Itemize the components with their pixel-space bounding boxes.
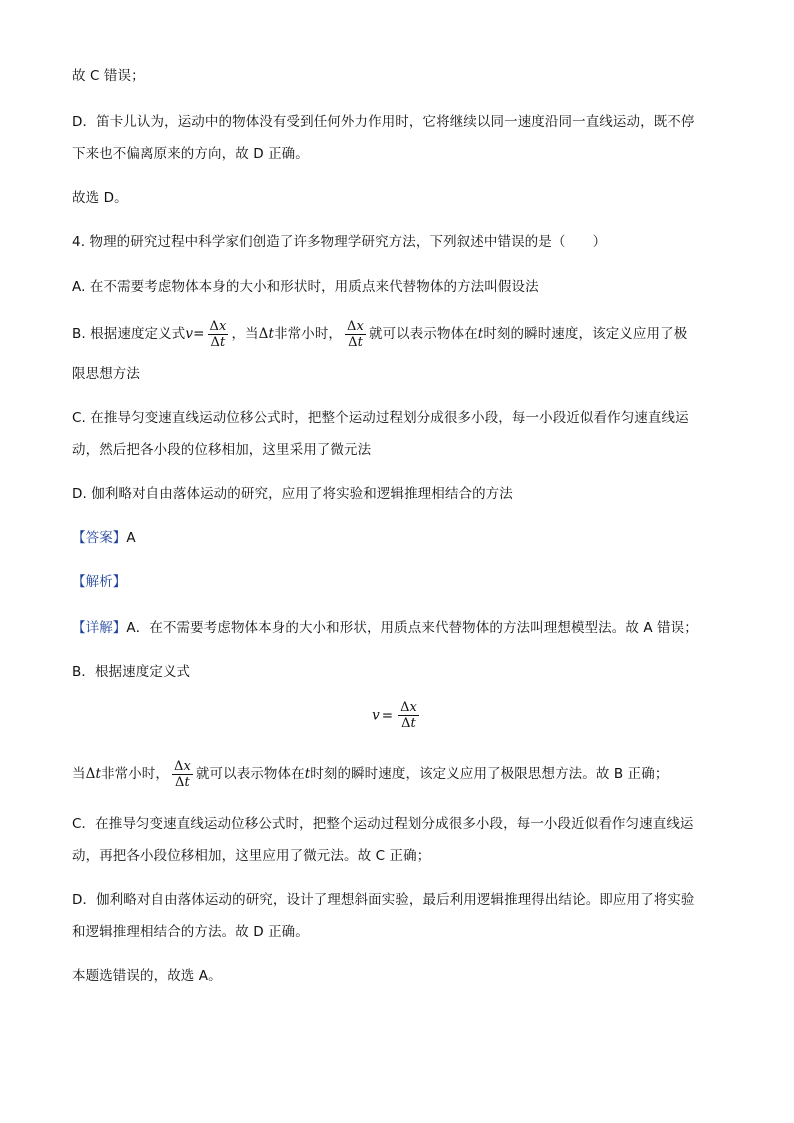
- frac-den: Δt: [210, 334, 226, 350]
- detail-c-1: C．在推导匀变速直线运动位移公式时，把整个运动过程划分成很多小段，每一小段近似看作匀速直线运: [72, 816, 694, 832]
- eq-fraction: [398, 700, 419, 731]
- detail-var-dt: Δt: [85, 766, 101, 782]
- option-b-text-3: 非常小时，: [274, 326, 343, 342]
- detail-b-2: [72, 757, 668, 791]
- detail-a: [72, 618, 698, 638]
- option-b-text-2: ，当: [231, 326, 259, 342]
- frac-num: Δx: [209, 318, 227, 334]
- detail-frac-num: Δx: [174, 758, 191, 774]
- var-t: t: [477, 326, 484, 342]
- option-c-1: C. 在推导匀变速直线运动位移公式时，把整个运动过程划分成很多小段，每一小段近似看作匀速直线运: [72, 410, 689, 426]
- prev-line-d-cont: 下来也不偏离原来的方向，故 D 正确。: [72, 146, 309, 162]
- option-b-cont: 限思想方法: [72, 366, 140, 382]
- equals-sign: =: [193, 326, 205, 342]
- detail-frac-den: Δt: [175, 774, 190, 790]
- fraction-dx-dt: [208, 319, 229, 350]
- detail-b2-text-2: 非常小时，: [101, 766, 169, 782]
- var-dt: Δt: [258, 326, 275, 342]
- answer-label: 【答案】: [72, 530, 127, 546]
- option-d: D. 伽利略对自由落体运动的研究，应用了将实验和逻辑推理相结合的方法: [72, 486, 513, 502]
- eq-frac-den: Δt: [401, 716, 416, 731]
- prev-line-d: D．笛卡儿认为，运动中的物体没有受到任何外力作用时，它将继续以同一速度沿同一直线运动，既不停: [72, 114, 695, 130]
- eq-var-v: v: [372, 707, 380, 724]
- eq-frac-num: Δx: [400, 700, 417, 715]
- frac-den-2: Δt: [348, 334, 363, 350]
- fraction-dx-dt-2: [345, 319, 366, 350]
- var-v: v: [185, 326, 194, 342]
- prev-line-choose-d: 故选 D。: [72, 190, 128, 206]
- detail-var-t: t: [304, 766, 311, 782]
- prev-line-c-wrong: 故 C 错误；: [72, 68, 145, 84]
- answer-line: [72, 528, 136, 548]
- eq-equals: =: [381, 707, 394, 724]
- detail-d-1: D．伽利略对自由落体运动的研究，设计了理想斜面实验，最后利用逻辑推理得出结论。即应用了将实验: [72, 892, 695, 908]
- detail-c-2: 动，再把各小段位移相加，这里应用了微元法。故 C 正确；: [72, 848, 431, 864]
- frac-num-2: Δx: [347, 318, 364, 334]
- detail-b-1: B．根据速度定义式: [72, 664, 191, 680]
- detail-b2-text-3: 就可以表示物体在: [195, 766, 305, 782]
- detail-b2-text-1: 当: [72, 766, 86, 782]
- option-b-text-1: B. 根据速度定义式: [72, 326, 186, 342]
- detail-label: 【详解】: [72, 620, 127, 636]
- analysis-label: 【解析】: [72, 574, 127, 590]
- conclusion: 本题选错误的，故选 A。: [72, 968, 222, 984]
- question-4: 4. 物理的研究过程中科学家们创造了许多物理学研究方法，下列叙述中错误的是（ ）: [72, 234, 607, 250]
- centered-equation: [0, 700, 794, 731]
- detail-d-2: 和逻辑推理相结合的方法。故 D 正确。: [72, 924, 309, 940]
- option-b: [72, 317, 687, 351]
- option-a: A. 在不需要考虑物体本身的大小和形状时，用质点来代替物体的方法叫假设法: [72, 279, 539, 295]
- detail-a-text: A．在不需要考虑物体本身的大小和形状，用质点来代替物体的方法叫理想模型法。故 A 错误；: [126, 620, 698, 636]
- detail-fraction: [172, 759, 193, 790]
- option-b-text-4: 就可以表示物体在: [368, 326, 478, 342]
- option-b-text-5: 时刻的瞬时速度，该定义应用了极: [483, 326, 688, 342]
- option-c-2: 动，然后把各小段的位移相加，这里采用了微元法: [72, 442, 372, 458]
- answer-value: A: [126, 530, 136, 546]
- detail-b2-text-4: 时刻的瞬时速度，该定义应用了极限思想方法。故 B 正确；: [310, 766, 669, 782]
